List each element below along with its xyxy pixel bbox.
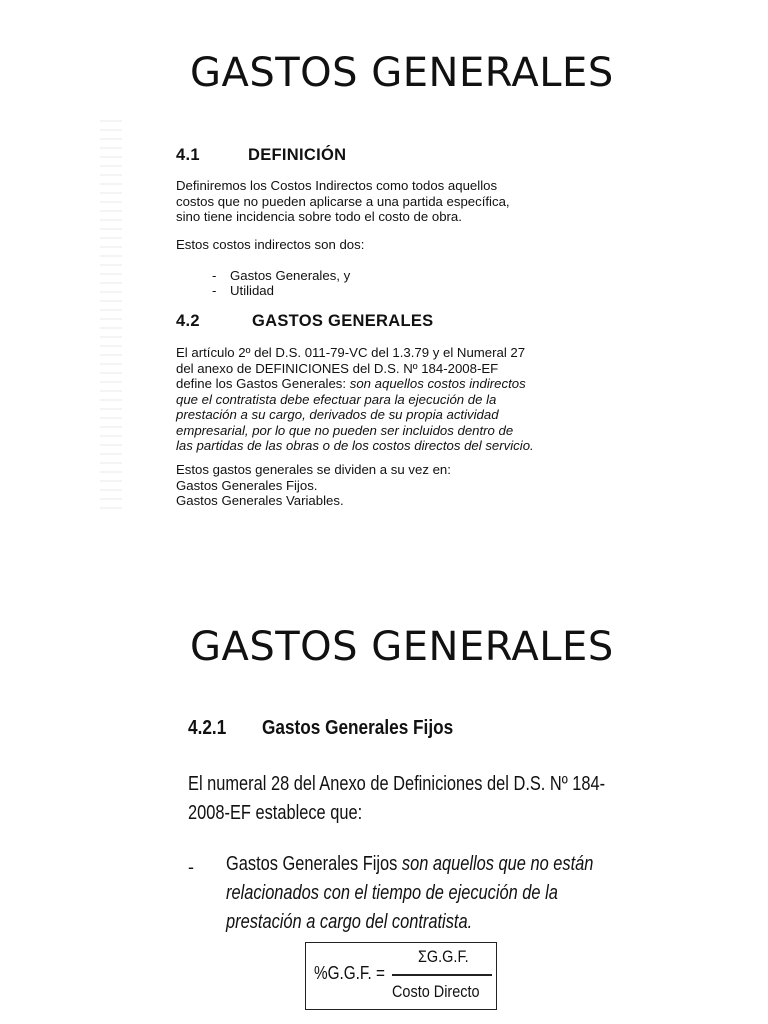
section-title: GASTOS GENERALES (252, 312, 434, 330)
intro-line (176, 237, 616, 253)
section-title: Gastos Generales Fijos (262, 717, 454, 739)
formula-denominator: Costo Directo (392, 982, 480, 1001)
slide-title: GASTOS GENERALES (190, 624, 614, 670)
text-line: Gastos Generales Fijos. (176, 477, 318, 493)
section-title: DEFINICIÓN (248, 146, 347, 164)
dash-marker: - (212, 268, 217, 283)
text-line: El artículo 2º del D.S. 011-79-VC del 1.3.79 y el Numeral 27 (176, 345, 526, 360)
text-line: sino tiene incidencia sobre todo el costo de obra. (176, 209, 462, 224)
numeral-paragraph (188, 770, 605, 828)
text-line: Estos gastos generales se dividen a su vez en: (176, 462, 451, 477)
dash-marker: - (212, 283, 217, 298)
list-item-text: Utilidad (230, 283, 274, 298)
text-line: empresarial, por lo que no pueden ser incluidos dentro de (176, 422, 514, 438)
list-item (212, 268, 350, 283)
article-paragraph (176, 345, 616, 454)
section-number: 4.1 (176, 146, 200, 164)
bullet-marker: - (188, 857, 194, 877)
text-plain: define los Gastos Generales: (176, 376, 350, 391)
formula-box (305, 942, 497, 1010)
text-line (176, 376, 616, 392)
text-line: relacionados con el tiempo de ejecución de la (226, 882, 558, 904)
text-line: Gastos Generales Variables. (176, 493, 344, 508)
scan-margin-artifact (100, 120, 122, 512)
list-item (212, 283, 350, 298)
slide-title: GASTOS GENERALES (190, 50, 614, 96)
formula-numerator: ΣG.G.F. (418, 947, 469, 966)
text-line: Definiremos los Costos Indirectos como todos aquellos (176, 178, 498, 193)
text-line: prestación a cargo del contratista. (226, 911, 473, 933)
section-number: 4.2 (176, 312, 200, 330)
text-line: 2008-EF establece que: (188, 802, 363, 824)
slide-2 (0, 512, 768, 1024)
text-line: que el contratista debe efectuar para la ejecución de la (176, 391, 497, 407)
fraction-bar (392, 974, 492, 976)
text-italic: son aquellos que no están (401, 853, 594, 875)
list-item-text: Gastos Generales, y (230, 268, 351, 283)
text-plain: Gastos Generales Fijos (226, 853, 402, 875)
text-italic: son aquellos costos indirectos (349, 376, 526, 391)
cost-types-list (212, 268, 350, 298)
definition-paragraph (176, 178, 616, 225)
text-line: del anexo de DEFINICIONES del D.S. Nº 184-2008-EF (176, 360, 499, 376)
text-line (226, 850, 593, 879)
text-line: las partidas de las obras o de los costos directos del servicio. (176, 438, 534, 453)
section-number: 4.2.1 (188, 717, 227, 739)
formula-lhs: %G.G.F. = (314, 963, 386, 983)
text-line: El numeral 28 del Anexo de Definiciones del D.S. Nº 184- (188, 773, 606, 795)
text-line: prestación a su cargo, derivados de su propia actividad (176, 407, 499, 422)
bullet-paragraph (226, 850, 593, 937)
text-line: Estos costos indirectos son dos: (176, 237, 365, 252)
division-paragraph (176, 462, 616, 509)
text-line: costos que no pueden aplicarse a una partida específica, (176, 193, 510, 209)
